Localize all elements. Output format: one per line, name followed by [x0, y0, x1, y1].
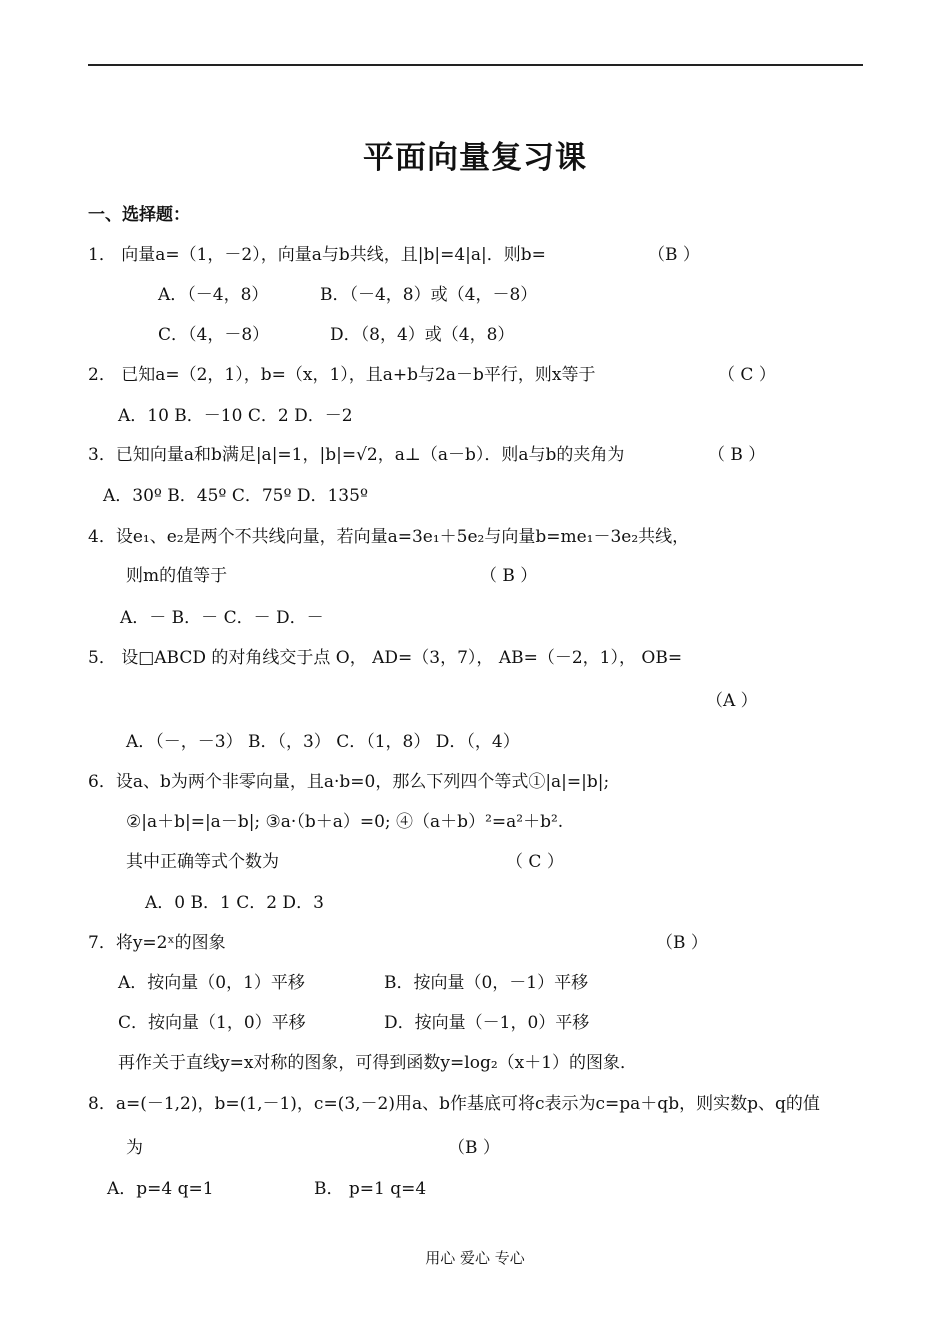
page-footer: 用心 爱心 专心 [425, 1249, 525, 1267]
question-6-stem-3: 其中正确等式个数为 [126, 852, 279, 872]
question-4-options: A．－ B．－ C．－ D．－ [120, 608, 324, 628]
question-3-answer: （ B ） [708, 445, 766, 465]
question-5-answer: （A ） [706, 691, 758, 711]
page-title: 平面向量复习课 [363, 140, 587, 176]
question-2-stem: 2． 已知a=（2，1），b=（x，1），且a+b与2a－b平行，则x等于 [88, 365, 596, 385]
question-1-option-d: D．（8，4）或（4，8） [330, 325, 515, 345]
question-7-option-b: B．按向量（0，－1）平移 [384, 973, 589, 993]
question-7-option-d: D．按向量（－1，0）平移 [384, 1013, 590, 1033]
section-heading: 一、选择题： [88, 205, 190, 225]
question-7-option-c: C．按向量（1，0）平移 [118, 1013, 306, 1033]
question-4-stem: 4．设e₁、e₂是两个不共线向量，若向量a=3e₁＋5e₂与向量b=me₁－3e₂共线， [88, 527, 690, 547]
question-7-answer: （B ） [656, 933, 708, 953]
question-5-stem: 5． 设□ABCD 的对角线交于点 O， AD=（3，7）， AB=（－2，1）， OB= [88, 648, 683, 668]
question-7-tail: 再作关于直线y=x对称的图象，可得到函数y=log₂（x＋1）的图象． [118, 1053, 638, 1073]
question-6-options: A．0 B．1 C．2 D．3 [145, 893, 324, 913]
question-6-stem: 6．设a、b为两个非零向量，且a·b=0，那么下列四个等式①|a|=|b|; [88, 772, 610, 792]
question-3-options: A．30º B．45º C．75º D．135º [103, 486, 368, 506]
question-1-option-b: B．（－4，8）或（4，－8） [320, 285, 538, 305]
question-7-option-a: A．按向量（0，1）平移 [118, 973, 305, 993]
question-4-stem-2: 则m的值等于 [126, 566, 228, 586]
question-3-stem: 3．已知向量a和b满足|a|=1，|b|=√2，a⊥（a－b）．则a与b的夹角为 [88, 445, 625, 465]
question-1-answer: （B ） [648, 245, 700, 265]
question-6-stem-2: ②|a＋b|=|a－b|; ③a·（b＋a）=0; ④（a＋b）²=a²＋b². [126, 812, 564, 832]
question-8-option-b: B． p=1 q=4 [314, 1179, 427, 1199]
question-1-stem: 1． 向量a=（1，－2），向量a与b共线，且|b|=4|a|．则b= [88, 245, 546, 265]
question-4-answer: （ B ） [480, 566, 538, 586]
question-8-answer: （B ） [448, 1138, 500, 1158]
question-1-option-c: C．（4，－8） [158, 325, 270, 345]
question-8-stem-2: 为 [126, 1138, 143, 1158]
question-1-option-a: A．（－4，8） [158, 285, 269, 305]
question-8-stem: 8．a=(－1,2)，b=(1,－1)，c=(3,－2)用a、b作基底可将c表示为c=pa＋qb，则实数p、q的值 [88, 1094, 820, 1114]
question-5-options: A．（－，－3） B．（，3） C．（1，8） D．（，4） [126, 732, 520, 752]
question-2-options: A．10 B．－10 C．2 D．－2 [118, 406, 353, 426]
question-8-option-a: A．p=4 q=1 [107, 1179, 214, 1199]
question-2-answer: （ C ） [718, 365, 776, 385]
question-7-stem: 7．将y=2ˣ的图象 [88, 933, 226, 953]
question-6-answer: （ C ） [506, 852, 564, 872]
header-rule [88, 64, 863, 66]
